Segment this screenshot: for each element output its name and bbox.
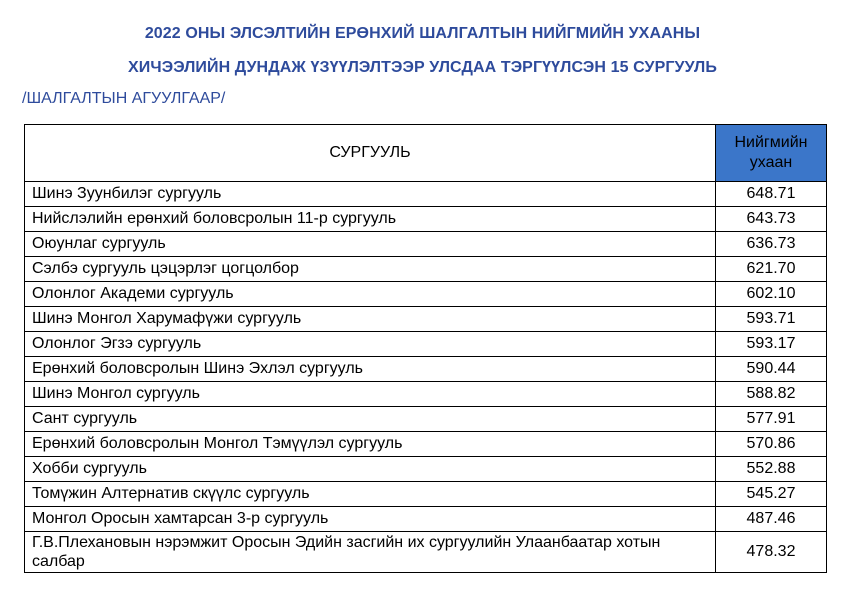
school-score: 577.91	[716, 407, 827, 432]
schools-table	[24, 124, 827, 573]
school-score: 487.46	[716, 507, 827, 532]
school-name: Монгол Оросын хамтарсан 3-р сургууль	[25, 507, 716, 532]
table-row	[25, 182, 827, 207]
table-row	[25, 207, 827, 232]
school-name: Томүжин Алтернатив скүүлс сургууль	[25, 482, 716, 507]
school-score: 545.27	[716, 482, 827, 507]
table-row	[25, 432, 827, 457]
school-score: 643.73	[716, 207, 827, 232]
table-row	[25, 307, 827, 332]
table-header-row	[25, 125, 827, 182]
school-name: Сант сургууль	[25, 407, 716, 432]
table-row	[25, 382, 827, 407]
school-name: Олонлог Эгзэ сургууль	[25, 332, 716, 357]
school-name: Шинэ Монгол сургууль	[25, 382, 716, 407]
table-row	[25, 457, 827, 482]
school-score: 602.10	[716, 282, 827, 307]
school-score: 593.71	[716, 307, 827, 332]
table-row	[25, 407, 827, 432]
school-name: Оюунлаг сургууль	[25, 232, 716, 257]
school-name: Ерөнхий боловсролын Шинэ Эхлэл сургууль	[25, 357, 716, 382]
school-name: Хобби сургууль	[25, 457, 716, 482]
school-name: Сэлбэ сургууль цэцэрлэг цогцолбор	[25, 257, 716, 282]
school-score: 570.86	[716, 432, 827, 457]
table-row	[25, 507, 827, 532]
page-subtitle: /ШАЛГАЛТЫН АГУУЛГААР/	[22, 90, 226, 107]
school-name: Нийслэлийн ерөнхий боловсролын 11-р сургууль	[25, 207, 716, 232]
table-row	[25, 532, 827, 573]
school-score: 593.17	[716, 332, 827, 357]
school-score: 636.73	[716, 232, 827, 257]
table-row	[25, 332, 827, 357]
school-name: Ерөнхий боловсролын Монгол Тэмүүлэл сургууль	[25, 432, 716, 457]
school-score: 590.44	[716, 357, 827, 382]
school-score: 648.71	[716, 182, 827, 207]
school-name: Олонлог Академи сургууль	[25, 282, 716, 307]
column-header-school: СУРГУУЛЬ	[25, 125, 716, 182]
school-score: 621.70	[716, 257, 827, 282]
table-row	[25, 482, 827, 507]
school-score: 552.88	[716, 457, 827, 482]
table-row	[25, 357, 827, 382]
page-title-line-1: 2022 ОНЫ ЭЛСЭЛТИЙН ЕРӨНХИЙ ШАЛГАЛТЫН НИЙГМИЙН УХААНЫ	[144, 25, 701, 42]
school-name: Г.В.Плехановын нэрэмжит Оросын Эдийн засгийн их сургуулийн Улаанбаатар хотын салбар	[25, 532, 716, 573]
school-score: 478.32	[716, 532, 827, 573]
school-name: Шинэ Зуунбилэг сургууль	[25, 182, 716, 207]
table-row	[25, 232, 827, 257]
table-row	[25, 257, 827, 282]
school-name: Шинэ Монгол Харумафүжи сургууль	[25, 307, 716, 332]
table-row	[25, 282, 827, 307]
column-header-score: Нийгмийн ухаан	[716, 125, 827, 182]
page-title-line-2: ХИЧЭЭЛИЙН ДУНДАЖ ҮЗҮҮЛЭЛТЭЭР УЛСДАА ТЭРГҮҮЛСЭН 15 СУРГУУЛЬ	[128, 59, 717, 76]
school-score: 588.82	[716, 382, 827, 407]
